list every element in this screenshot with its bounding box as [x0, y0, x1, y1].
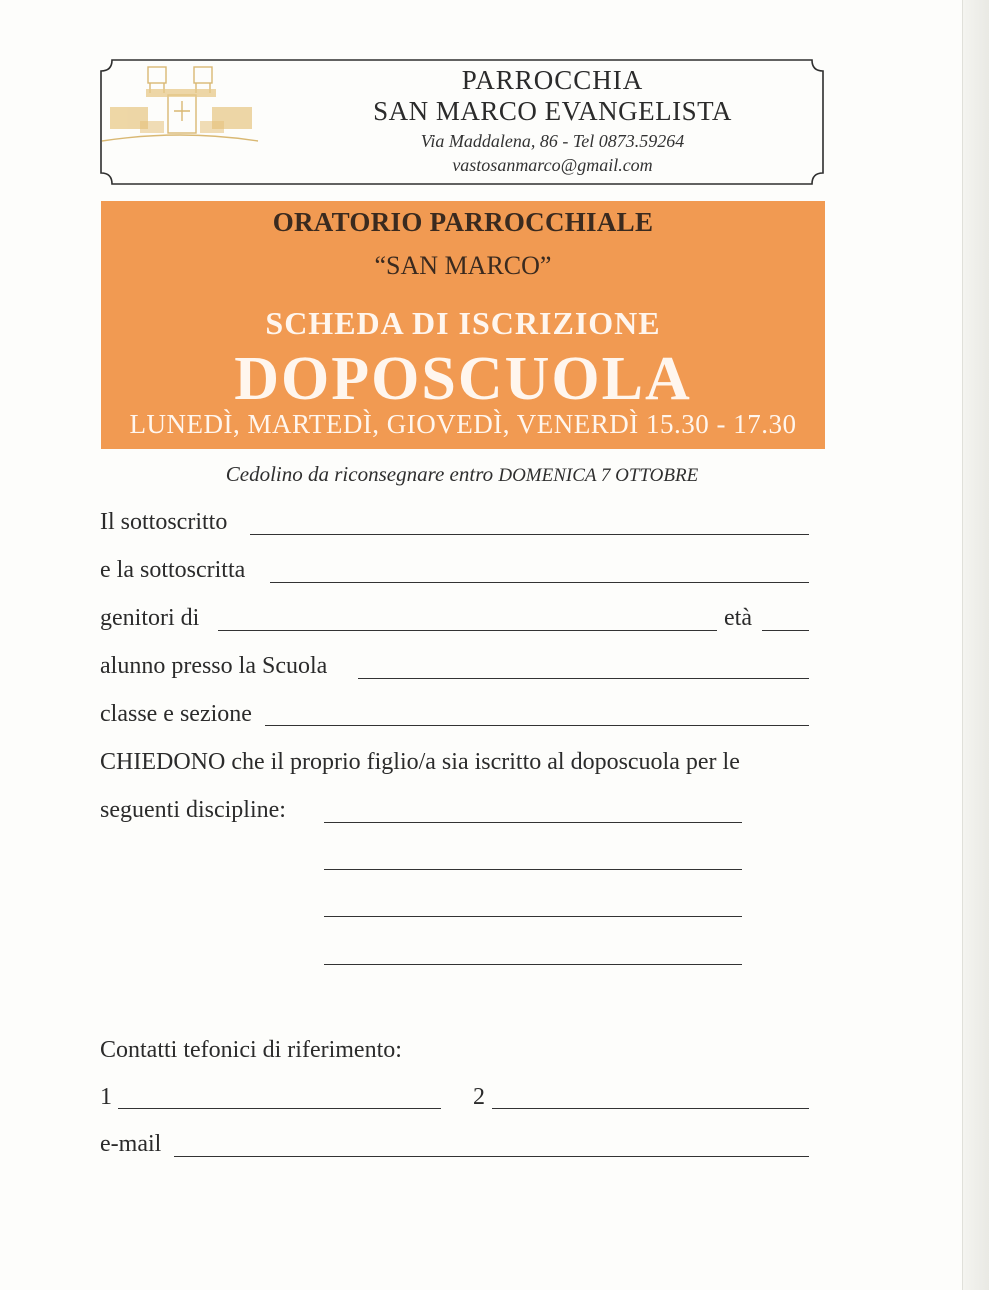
discipline-label: seguenti discipline:: [100, 797, 286, 823]
title-banner: [101, 201, 825, 449]
phone-2-label: 2: [473, 1084, 485, 1110]
sottoscritta-field[interactable]: [270, 582, 809, 583]
form-subtitle: SCHEDA DI ISCRIZIONE: [265, 305, 661, 341]
genitori-label: genitori di: [100, 605, 200, 631]
header-box: [100, 59, 824, 185]
discipline-field-3[interactable]: [324, 916, 742, 917]
parish-email: vastosanmarco@gmail.com: [452, 155, 653, 175]
oratorio-title: ORATORIO PARROCCHIALE: [272, 207, 654, 237]
contacts-label: Contatti tefonici di riferimento:: [100, 1037, 402, 1063]
request-text: CHIEDONO che il proprio figlio/a sia iscritto al doposcuola per le: [100, 749, 740, 775]
age-field[interactable]: [762, 630, 809, 631]
phone-1-label: 1: [100, 1084, 112, 1110]
church-facade-icon: [100, 59, 260, 151]
eta-label: età: [724, 605, 752, 631]
form-title: DOPOSCUOLA: [234, 345, 692, 413]
phone-2-field[interactable]: [492, 1108, 809, 1109]
parish-address: Via Maddalena, 86 - Tel 0873.59264: [420, 131, 685, 151]
sottoscritto-label: Il sottoscritto: [100, 509, 228, 535]
parish-info: [350, 65, 755, 177]
discipline-field-2[interactable]: [324, 869, 742, 870]
oratorio-name: “SAN MARCO”: [374, 251, 552, 280]
parish-saint: SAN MARCO EVANGELISTA: [373, 96, 732, 126]
deadline-date: DOMENICA 7 OTTOBRE: [498, 465, 699, 486]
school-field[interactable]: [358, 678, 809, 679]
email-field[interactable]: [174, 1156, 809, 1157]
schedule-days: LUNEDÌ, MARTEDÌ, GIOVEDÌ, VENERDÌ 15.30 - 17.30: [129, 409, 797, 439]
email-label: e-mail: [100, 1131, 162, 1157]
parish-name: PARROCCHIA: [461, 65, 644, 95]
discipline-field-1[interactable]: [324, 822, 742, 823]
class-section-field[interactable]: [265, 725, 809, 726]
sottoscritto-field[interactable]: [250, 534, 809, 535]
scuola-label: alunno presso la Scuola: [100, 653, 328, 679]
sottoscritta-label: e la sottoscritta: [100, 557, 246, 583]
discipline-field-4[interactable]: [324, 964, 742, 965]
page-edge: [962, 0, 989, 1290]
deadline-note: [100, 462, 824, 487]
child-name-field[interactable]: [218, 630, 717, 631]
classe-label: classe e sezione: [100, 701, 252, 727]
deadline-text: Cedolino da riconsegnare entro: [225, 462, 499, 486]
phone-1-field[interactable]: [118, 1108, 441, 1109]
